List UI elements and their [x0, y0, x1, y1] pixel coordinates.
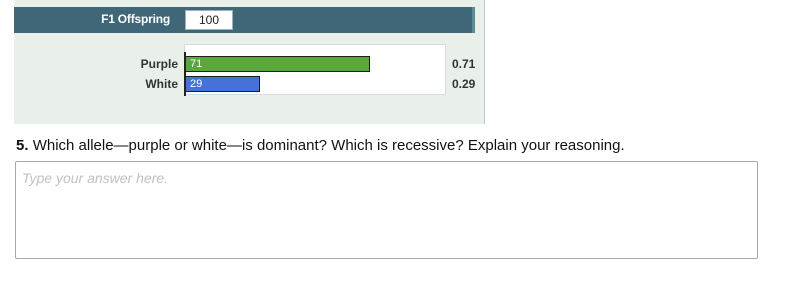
answer-textarea[interactable] — [15, 161, 758, 259]
proportion-purple: 0.71 — [452, 57, 476, 71]
chart-axis — [184, 52, 186, 96]
row-label-white: White — [145, 77, 178, 91]
question-number: 5. — [16, 137, 29, 154]
question-5 — [16, 137, 625, 154]
bar-purple — [185, 56, 370, 72]
offspring-total-field[interactable]: 100 — [185, 10, 233, 30]
row-label-purple: Purple — [140, 57, 178, 71]
header-label: F1 Offspring — [101, 12, 170, 26]
header-bar — [14, 7, 472, 33]
proportion-white: 0.29 — [452, 77, 476, 91]
bar-label-purple: 71 — [190, 58, 203, 70]
bar-white — [185, 76, 260, 92]
header-bar-edge — [472, 7, 475, 33]
bar-label-white: 29 — [190, 78, 203, 90]
question-text: Which allele—purple or white—is dominant? Which is recessive? Explain your reasoning. — [32, 137, 625, 154]
